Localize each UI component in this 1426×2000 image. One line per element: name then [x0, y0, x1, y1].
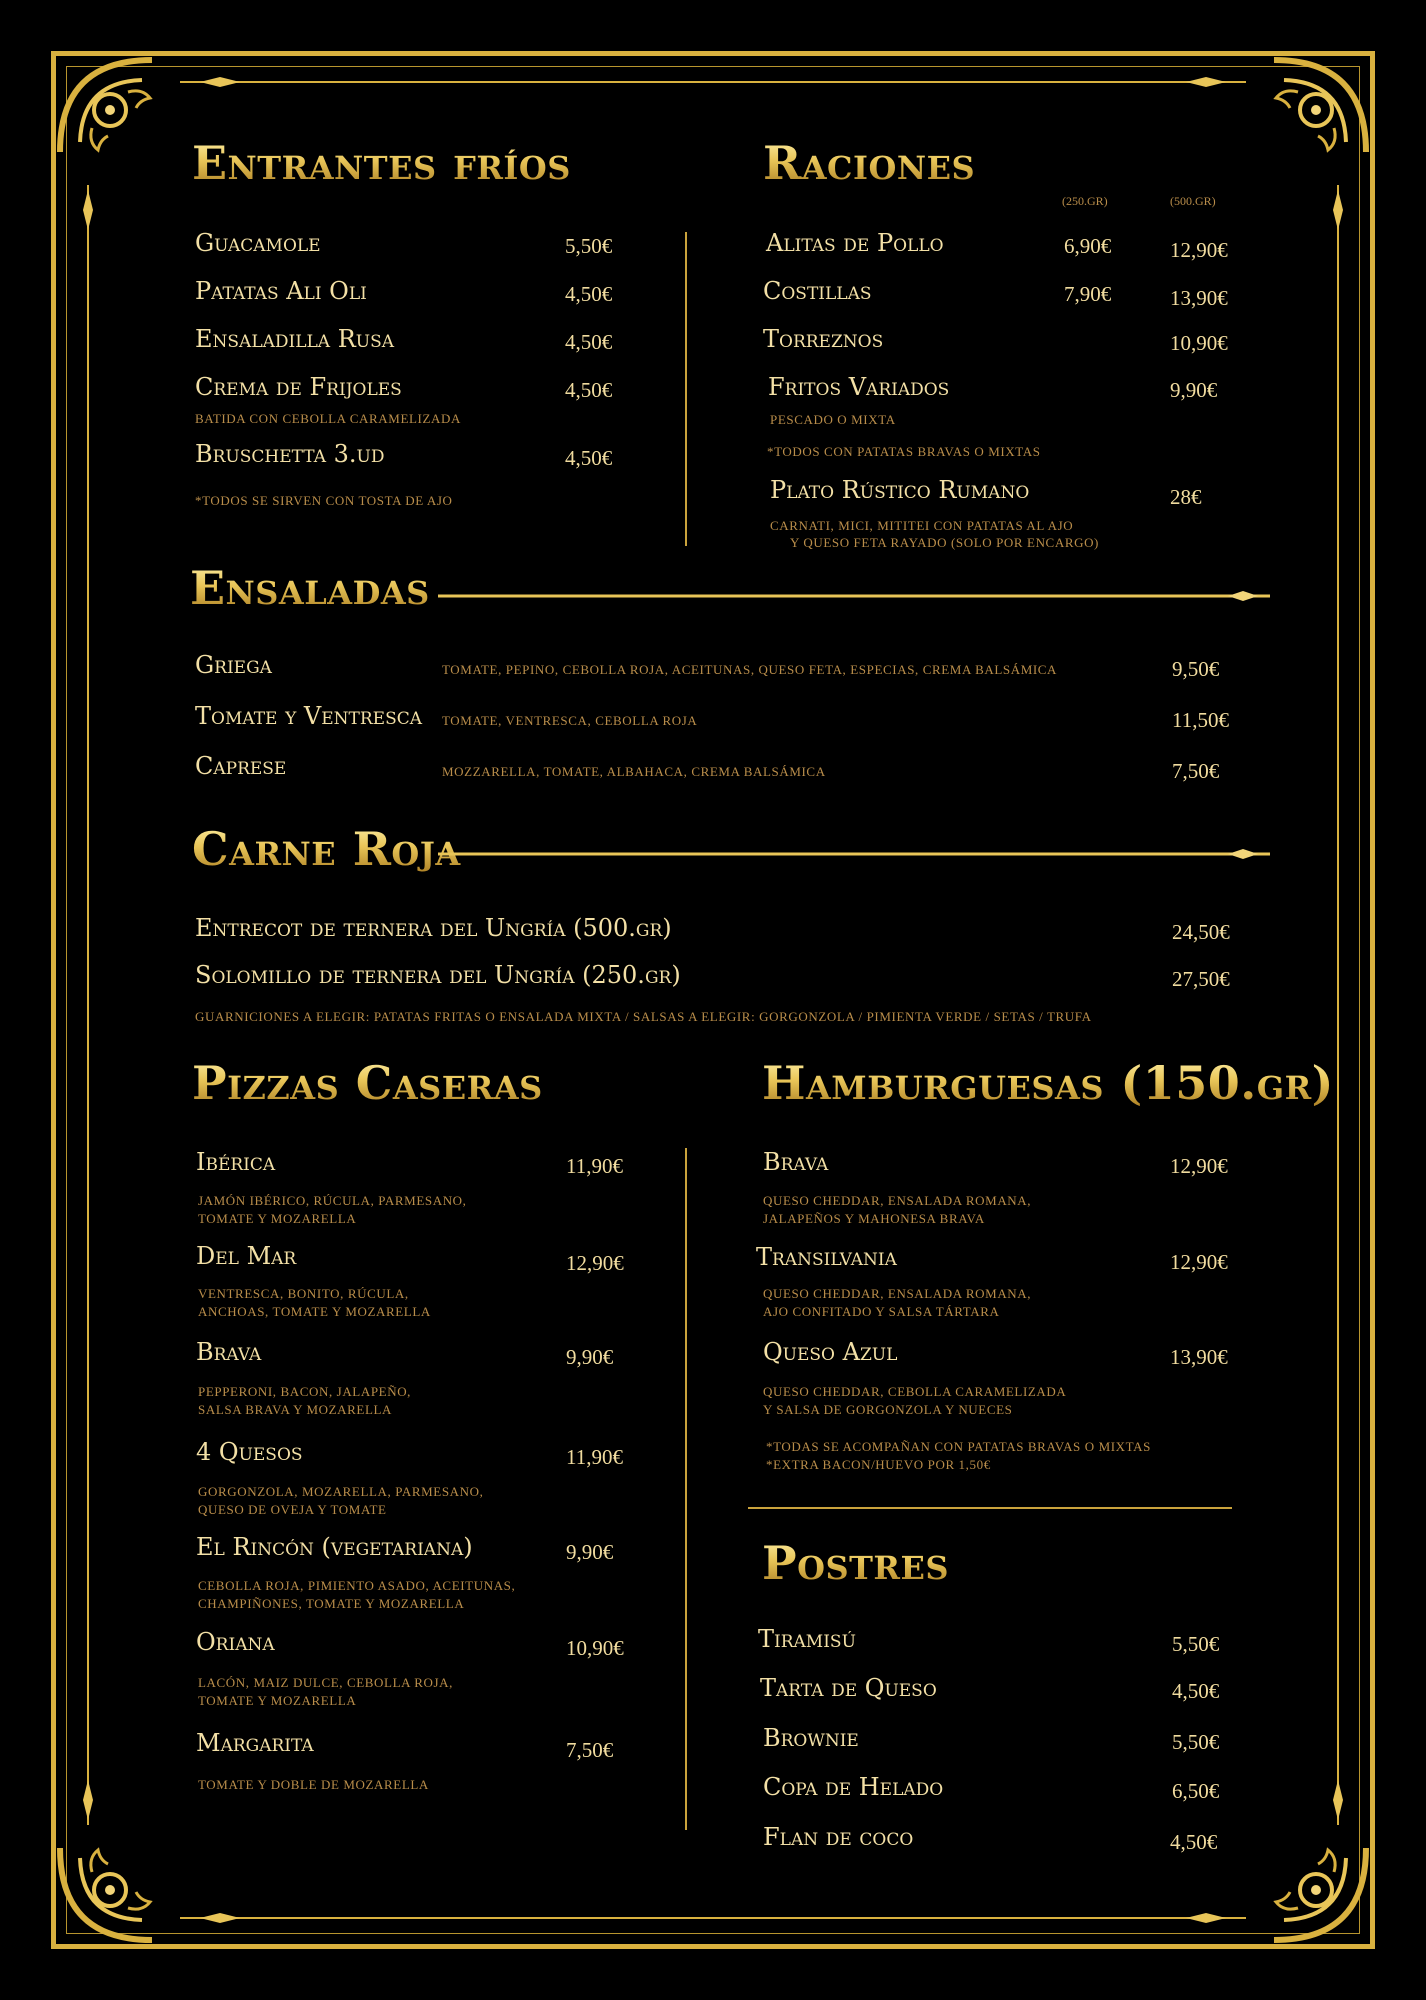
left-divider-icon [80, 185, 96, 1825]
menu-item-price: 6,90€ [1064, 234, 1112, 258]
menu-item-description: TOMATE Y MOZARELLA [198, 1693, 357, 1708]
pizzas-title: Pizzas Caseras [192, 1056, 543, 1110]
menu-item-price: 7,50€ [566, 1738, 614, 1762]
menu-item-description: JALAPEÑOS Y MAHONESA BRAVA [763, 1211, 985, 1226]
postres-title: Postres [762, 1536, 949, 1590]
menu-item-name: Brava [763, 1148, 829, 1176]
menu-item-price: 27,50€ [1172, 967, 1230, 991]
column-divider-top [685, 232, 687, 546]
menu-item-name: Tomate y Ventresca [195, 702, 423, 730]
menu-item-name: Brownie [763, 1724, 859, 1752]
menu-item-name: Transilvania [756, 1243, 897, 1271]
menu-item-price: 4,50€ [565, 378, 613, 402]
carne-title: Carne Roja [192, 822, 461, 876]
menu-item-price: 4,50€ [565, 446, 613, 470]
menu-item-name: Brava [196, 1338, 262, 1366]
menu-item-price: 10,90€ [566, 1636, 624, 1660]
menu-item-description: QUESO CHEDDAR, ENSALADA ROMANA, [763, 1286, 1032, 1301]
menu-item-price: 28€ [1170, 485, 1202, 509]
menu-item-price: 11,90€ [566, 1445, 623, 1469]
raciones-column-250: (250.GR) [1062, 194, 1108, 208]
right-divider-icon [1330, 185, 1346, 1825]
menu-item-price: 13,90€ [1170, 286, 1228, 310]
menu-item-price: 9,90€ [566, 1540, 614, 1564]
menu-item-price: 7,50€ [1172, 759, 1220, 783]
menu-item-name: Caprese [195, 752, 287, 780]
menu-item-name: Oriana [196, 1628, 275, 1656]
menu-item-description: QUESO CHEDDAR, CEBOLLA CARAMELIZADA [763, 1384, 1067, 1399]
menu-item-price: 9,90€ [1170, 378, 1218, 402]
menu-item-description: JAMÓN IBÉRICO, RÚCULA, PARMESANO, [198, 1193, 467, 1208]
menu-item-description: AJO CONFITADO Y SALSA TÁRTARA [763, 1304, 1000, 1319]
menu-item-description: PEPPERONI, BACON, JALAPEÑO, [198, 1384, 412, 1399]
menu-item-description: PESCADO O MIXTA [770, 412, 896, 427]
corner-ornament-top-left-icon [52, 52, 162, 162]
column-divider-bottom [685, 1148, 687, 1830]
menu-item-description: MOZZARELLA, TOMATE, ALBAHACA, CREMA BALSÁMICA [442, 764, 826, 779]
menu-item-description: Y SALSA DE GORGONZOLA Y NUECES [763, 1402, 1013, 1417]
raciones-title: Raciones [763, 136, 976, 190]
corner-ornament-bottom-right-icon [1264, 1838, 1374, 1948]
menu-item-name: Queso Azul [763, 1338, 898, 1366]
menu-item-price: 13,90€ [1170, 1345, 1228, 1369]
hamburguesas-note: *EXTRA BACON/HUEVO POR 1,50€ [766, 1457, 991, 1472]
hamburguesas-title: Hamburguesas (150.gr) [762, 1056, 1334, 1110]
menu-item-description: TOMATE Y MOZARELLA [198, 1211, 357, 1226]
menu-item-name: El Rincón (vegetariana) [196, 1533, 473, 1561]
menu-item-description: SALSA BRAVA Y MOZARELLA [198, 1402, 393, 1417]
menu-item-price: 12,90€ [1170, 238, 1228, 262]
menu-item-name: Solomillo de ternera del Ungría (250.gr) [195, 961, 681, 989]
section-divider-icon [438, 846, 1270, 862]
menu-item-price: 4,50€ [1170, 1830, 1218, 1854]
menu-item-name: Bruschetta 3.ud [195, 440, 385, 468]
corner-ornament-bottom-left-icon [52, 1838, 162, 1948]
menu-item-description: LACÓN, MAIZ DULCE, CEBOLLA ROJA, [198, 1675, 454, 1690]
menu-item-name: Crema de Frijoles [195, 373, 402, 401]
menu-item-description: VENTRESCA, BONITO, RÚCULA, [198, 1286, 409, 1301]
menu-item-name: Entrecot de ternera del Ungría (500.gr) [195, 914, 672, 942]
raciones-column-500: (500.GR) [1170, 194, 1216, 208]
menu-item-price: 4,50€ [1172, 1679, 1220, 1703]
corner-ornament-top-right-icon [1264, 52, 1374, 162]
menu-item-description: TOMATE, PEPINO, CEBOLLA ROJA, ACEITUNAS, QUESO FETA, ESPECIAS, CREMA BALSÁMICA [442, 662, 1058, 677]
menu-item-name: Patatas Ali Oli [195, 277, 367, 305]
hamburguesas-note: *TODAS SE ACOMPAÑAN CON PATATAS BRAVAS O MIXTAS [766, 1439, 1151, 1454]
menu-item-description: TOMATE Y DOBLE DE MOZARELLA [198, 1777, 429, 1792]
menu-item-price: 5,50€ [565, 234, 613, 258]
menu-item-description: GORGONZOLA, MOZARELLA, PARMESANO, [198, 1484, 484, 1499]
entrantes-title: Entrantes fríos [192, 136, 571, 190]
menu-item-description: CHAMPIÑONES, TOMATE Y MOZARELLA [198, 1596, 465, 1611]
top-divider-icon [180, 74, 1246, 90]
section-divider-icon [438, 588, 1270, 604]
menu-item-description: Y QUESO FETA RAYADO (SOLO POR ENCARGO) [790, 535, 1099, 550]
menu-item-price: 6,50€ [1172, 1779, 1220, 1803]
menu-item-price: 7,90€ [1064, 282, 1112, 306]
menu-item-price: 11,50€ [1172, 708, 1229, 732]
menu-item-name: Alitas de Pollo [766, 229, 944, 257]
menu-item-name: Tarta de Queso [760, 1674, 937, 1702]
menu-item-name: Ibérica [196, 1148, 276, 1176]
menu-item-price: 12,90€ [566, 1251, 624, 1275]
menu-item-name: Guacamole [195, 229, 321, 257]
menu-item-name: Del Mar [196, 1242, 297, 1270]
menu-item-description: QUESO CHEDDAR, ENSALADA ROMANA, [763, 1193, 1032, 1208]
menu-item-price: 4,50€ [565, 330, 613, 354]
menu-item-name: Griega [195, 651, 272, 679]
menu-item-name: Copa de Helado [763, 1773, 944, 1801]
entrantes-note: *TODOS SE SIRVEN CON TOSTA DE AJO [195, 493, 453, 508]
menu-item-price: 4,50€ [565, 282, 613, 306]
raciones-note: *TODOS CON PATATAS BRAVAS O MIXTAS [767, 444, 1041, 459]
menu-item-price: 9,50€ [1172, 657, 1220, 681]
menu-item-price: 10,90€ [1170, 331, 1228, 355]
menu-item-name: Ensaladilla Rusa [195, 325, 395, 353]
menu-item-description: ANCHOAS, TOMATE Y MOZARELLA [198, 1304, 431, 1319]
menu-item-name: Costillas [763, 277, 872, 305]
bottom-divider-icon [180, 1910, 1246, 1926]
menu-item-name: 4 Quesos [196, 1438, 303, 1466]
menu-item-name: Margarita [196, 1729, 314, 1757]
menu-item-name: Flan de coco [763, 1823, 914, 1851]
menu-item-name: Tiramisú [758, 1625, 856, 1653]
menu-item-description: QUESO DE OVEJA Y TOMATE [198, 1502, 387, 1517]
menu-item-name: Plato Rústico Rumano [770, 476, 1030, 504]
menu-item-description: TOMATE, VENTRESCA, CEBOLLA ROJA [442, 713, 698, 728]
carne-note: GUARNICIONES A ELEGIR: PATATAS FRITAS O ENSALADA MIXTA / SALSAS A ELEGIR: GORGONZOLA / PIMIENTA VERDE / SETAS / TRUFA [195, 1009, 1092, 1024]
menu-item-description: CEBOLLA ROJA, PIMIENTO ASADO, ACEITUNAS, [198, 1578, 516, 1593]
menu-item-name: Fritos Variados [768, 373, 950, 401]
menu-item-description: BATIDA CON CEBOLLA CARAMELIZADA [195, 411, 461, 426]
menu-item-price: 12,90€ [1170, 1250, 1228, 1274]
menu-item-price: 11,90€ [566, 1154, 623, 1178]
menu-item-price: 12,90€ [1170, 1154, 1228, 1178]
menu-item-price: 24,50€ [1172, 920, 1230, 944]
menu-item-price: 5,50€ [1172, 1632, 1220, 1656]
postres-divider [748, 1507, 1232, 1509]
menu-item-name: Torreznos [763, 325, 884, 353]
menu-item-description: CARNATI, MICI, MITITEI CON PATATAS AL AJO [770, 518, 1074, 533]
menu-item-price: 9,90€ [566, 1345, 614, 1369]
ensaladas-title: Ensaladas [190, 561, 430, 615]
menu-item-price: 5,50€ [1172, 1730, 1220, 1754]
